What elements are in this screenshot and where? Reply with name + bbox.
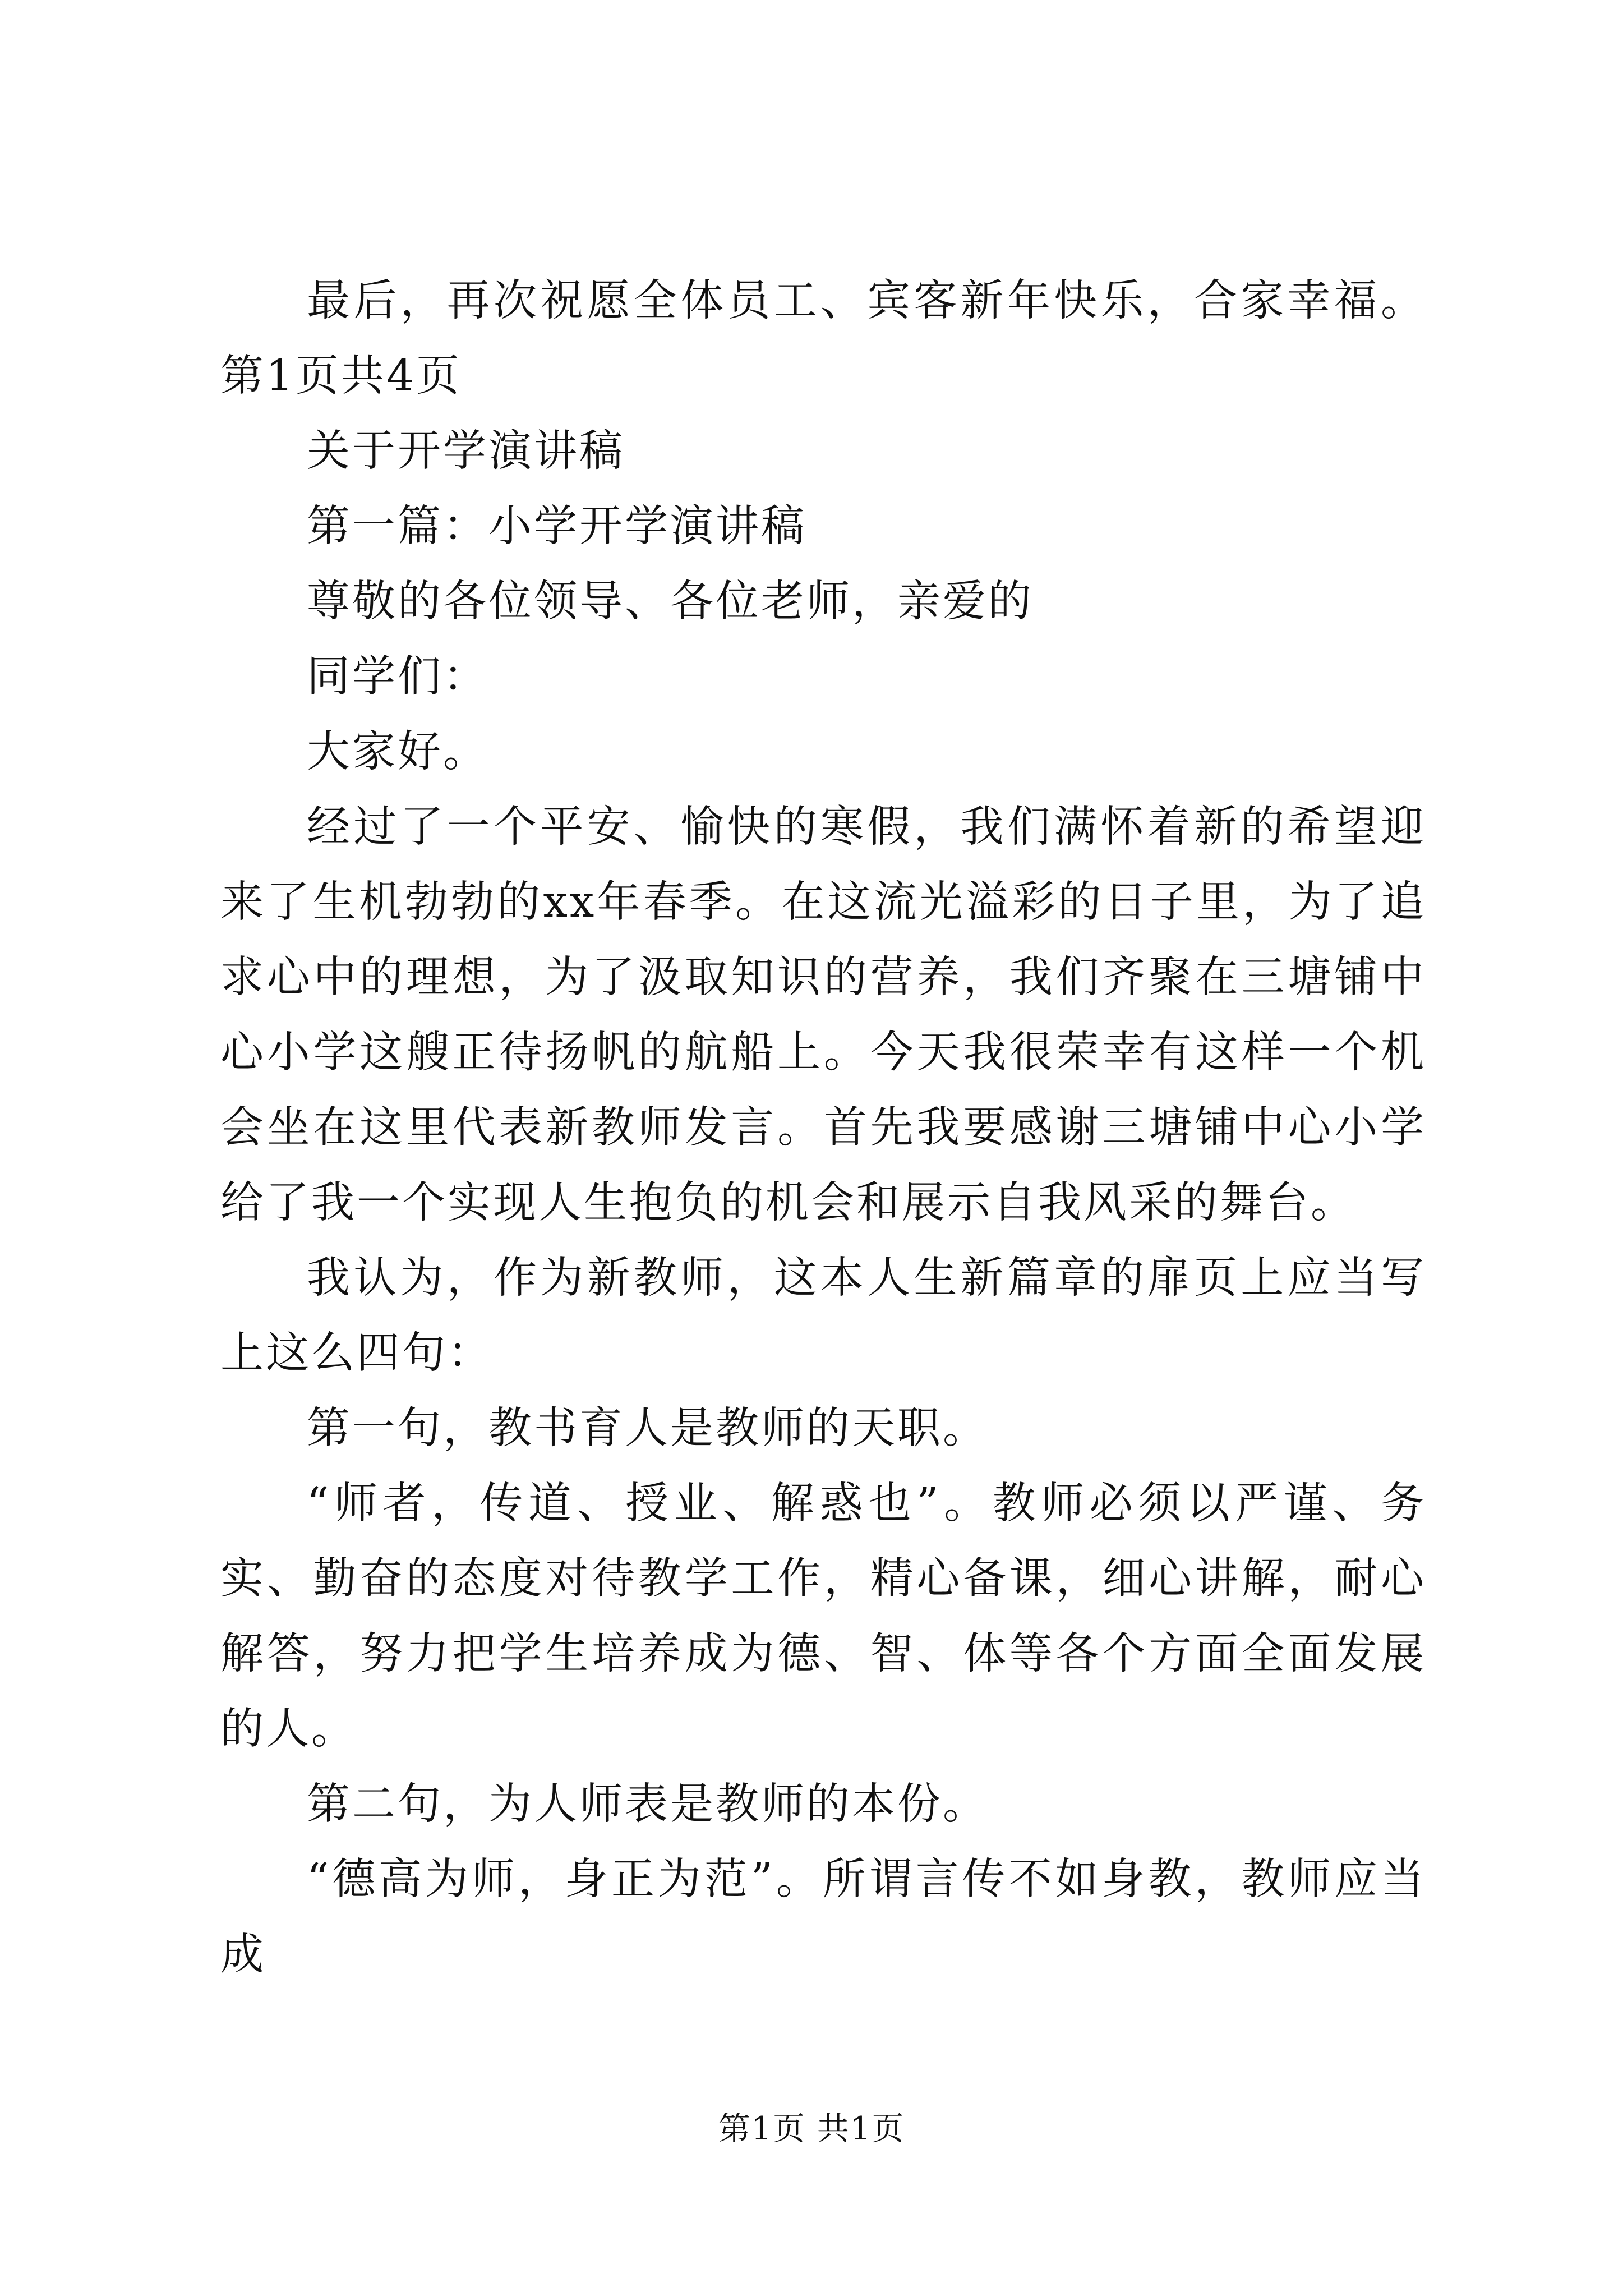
closing-paragraph: 最后，再次祝愿全体员工、宾客新年快乐，合家幸福。第1页共4页 bbox=[220, 276, 1426, 401]
page-number-footer: 第1页 共1页 bbox=[718, 2110, 905, 2147]
salutation-continued: 同学们： bbox=[307, 652, 488, 702]
point-heading: 第二句，为人师表是教师的本份。 bbox=[307, 1779, 988, 1829]
salutation-line: 尊敬的各位领导、各位老师，亲爱的 bbox=[307, 577, 1034, 627]
section-heading: 第一篇：小学开学演讲稿 bbox=[307, 501, 806, 551]
body-paragraph: 经过了一个平安、愉快的寒假，我们满怀着新的希望迎来了生机勃勃的xx年春季。在这流光溢彩的日子里，为了追求心中的理想，为了汲取知识的营养，我们齐聚在三塘铺中心小学这艘正待扬帆的航船上。今天我很荣幸有这样一个机会坐在这里代表新教师发言。首先我要感谢三塘铺中心小学给了我一个实现人生抱负的机会和展示自我风采的舞台。 bbox=[220, 802, 1426, 1228]
greeting-line: 大家好。 bbox=[307, 727, 488, 777]
document-body bbox=[220, 264, 1426, 1993]
body-paragraph: “师者，传道、授业、解惑也”。教师必须以严谨、务实、勤奋的态度对待教学工作，精心备课，细心讲解，耐心解答，努力把学生培养成为德、智、体等各个方面全面发展的人。 bbox=[220, 1479, 1426, 1754]
body-paragraph: “德高为师，身正为范”。所谓言传不如身教，教师应当成 bbox=[220, 1855, 1426, 1980]
body-paragraph: 我认为，作为新教师，这本人生新篇章的扉页上应当写上这么四句： bbox=[220, 1253, 1426, 1378]
point-heading: 第一句，教书育人是教师的天职。 bbox=[307, 1404, 988, 1453]
document-title: 关于开学演讲稿 bbox=[307, 426, 625, 476]
